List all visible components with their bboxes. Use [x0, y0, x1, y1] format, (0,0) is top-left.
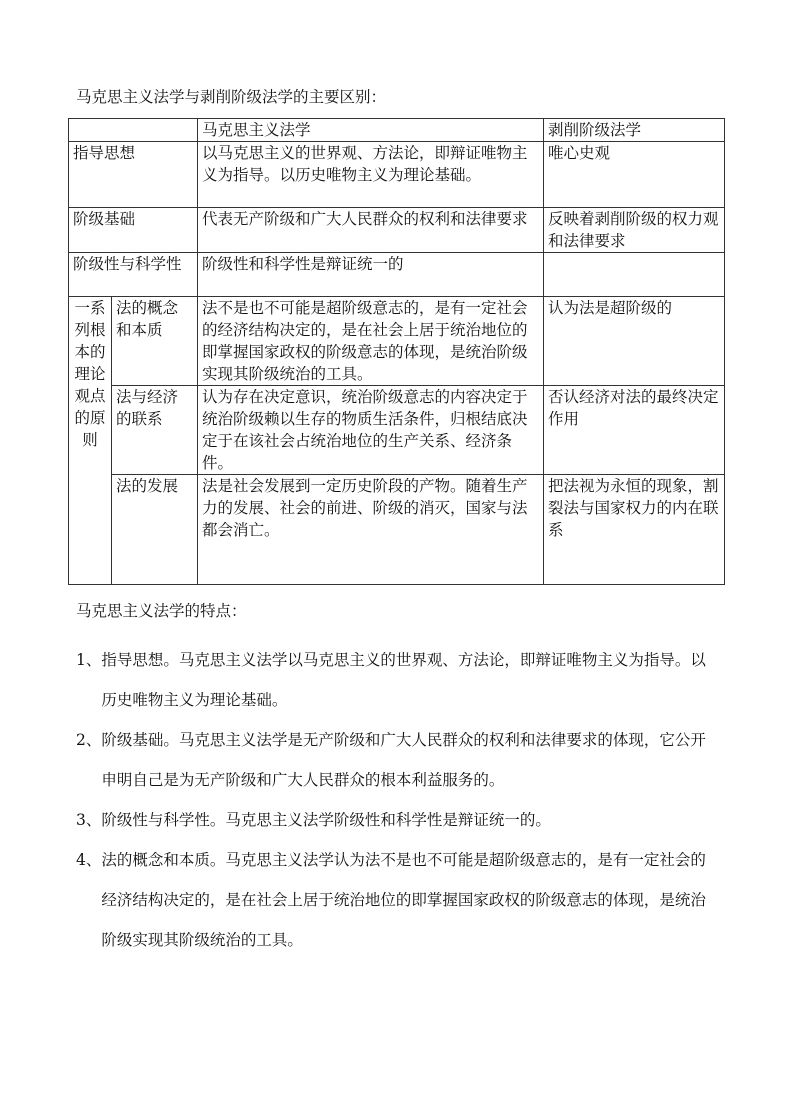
- subrow-marxist: 法是社会发展到一定历史阶段的产物。随着生产力的发展、社会的前进、阶级的消灭，国家与法都会消亡。: [198, 475, 544, 585]
- table-row: [69, 142, 725, 208]
- item-text: 阶级性与科学性。马克思主义法学阶级性和科学性是辩证统一的。: [101, 811, 551, 829]
- subrow-exploiting: 否认经济对法的最终决定作用: [544, 386, 725, 475]
- table-header-row: [69, 119, 725, 142]
- subrow-exploiting: 认为法是超阶级的: [544, 297, 725, 386]
- features-list: [76, 640, 716, 960]
- list-item: [76, 840, 716, 960]
- list-item: [76, 720, 716, 800]
- item-text: 阶级基础。马克思主义法学是无产阶级和广大人民群众的权利和法律要求的体现，它公开申明自己是为无产阶级和广大人民群众的根本利益服务的。: [101, 731, 706, 789]
- row-marxist: 阶级性和科学性是辩证统一的: [198, 253, 544, 297]
- page-title: 马克思主义法学与剥削阶级法学的主要区别：: [76, 88, 387, 106]
- row-exploiting: 唯心史观: [544, 142, 725, 208]
- subrow-label: 法的概念和本质: [112, 297, 198, 386]
- table-row: [69, 475, 725, 585]
- table-row: [69, 297, 725, 386]
- subrow-marxist: 认为存在决定意识，统治阶级意志的内容决定于统治阶级赖以生存的物质生活条件，归根结底决定于在该社会占统治地位的生产关系、经济条件。: [198, 386, 544, 475]
- row-label: 阶级性与科学性: [69, 253, 198, 297]
- subrow-label: 法与经济的联系: [112, 386, 198, 475]
- item-number: 3、: [76, 811, 102, 829]
- subrow-label: 法的发展: [112, 475, 198, 585]
- row-label: 指导思想: [69, 142, 198, 208]
- list-item: [76, 640, 716, 720]
- subrow-exploiting: 把法视为永恒的现象，割裂法与国家权力的内在联系: [544, 475, 725, 585]
- item-text: 法的概念和本质。马克思主义法学认为法不是也不可能是超阶级意志的，是有一定社会的经济结构决定的，是在社会上居于统治地位的即掌握国家政权的阶级意志的体现，是统治阶级实现其阶级统治的工具。: [101, 851, 706, 949]
- header-marxist-cell: 马克思主义法学: [198, 119, 544, 142]
- table-row: [69, 253, 725, 297]
- item-number: 4、: [76, 851, 102, 869]
- item-number: 2、: [76, 731, 102, 749]
- item-text: 指导思想。马克思主义法学以马克思主义的世界观、方法论，即辩证唯物主义为指导。以历史唯物主义为理论基础。: [101, 651, 706, 709]
- group-label: 一系列根本的理论观点的原则: [69, 297, 112, 585]
- subrow-marxist: 法不是也不可能是超阶级意志的，是有一定社会的经济结构决定的，是在社会上居于统治地位的即掌握国家政权的阶级意志的体现，是统治阶级实现其阶级统治的工具。: [198, 297, 544, 386]
- list-item: [76, 800, 716, 840]
- header-exploiting-cell: 剥削阶级法学: [544, 119, 725, 142]
- comparison-table: [68, 118, 725, 585]
- header-blank-cell: [69, 119, 198, 142]
- item-number: 1、: [76, 651, 102, 669]
- row-exploiting: 反映着剥削阶级的权力观和法律要求: [544, 208, 725, 253]
- row-exploiting: [544, 253, 725, 297]
- table-row: [69, 386, 725, 475]
- table-row: [69, 208, 725, 253]
- row-label: 阶级基础: [69, 208, 198, 253]
- features-title: 马克思主义法学的特点：: [76, 602, 247, 620]
- row-marxist: 代表无产阶级和广大人民群众的权利和法律要求: [198, 208, 544, 253]
- row-marxist: 以马克思主义的世界观、方法论，即辩证唯物主义为指导。以历史唯物主义为理论基础。: [198, 142, 544, 208]
